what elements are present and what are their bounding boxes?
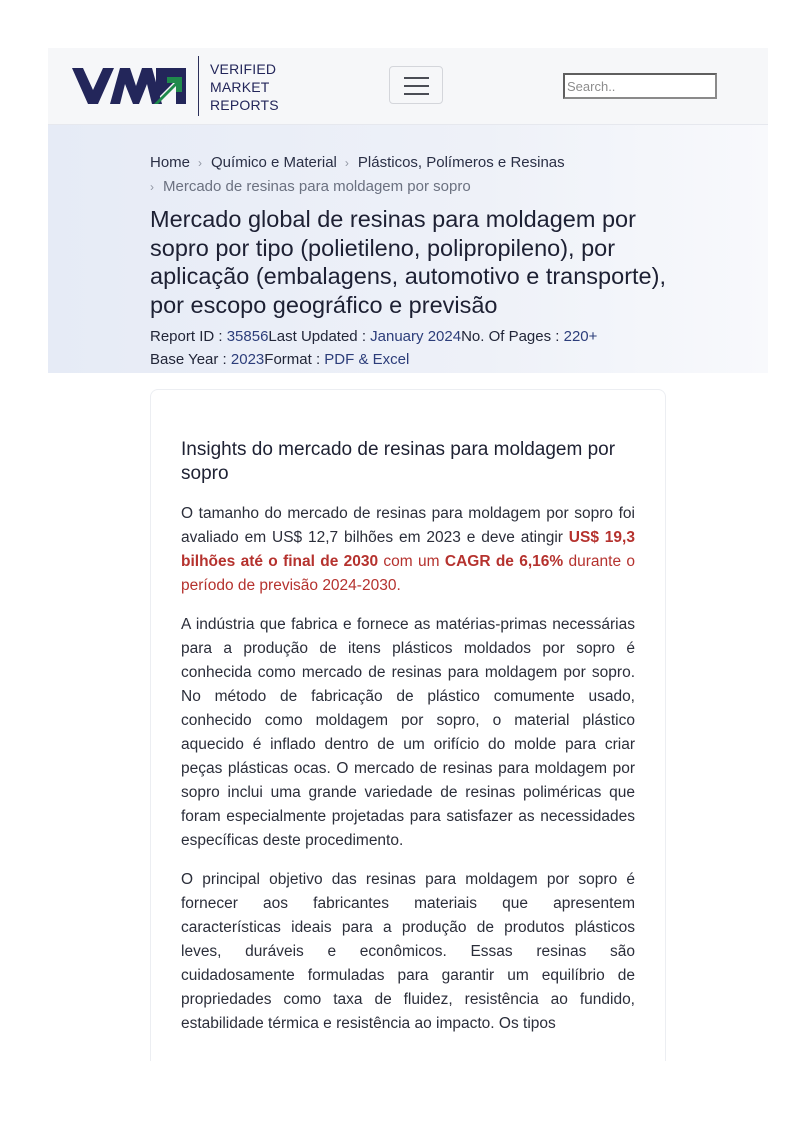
report-meta [150, 325, 670, 371]
hamburger-icon-bar [404, 77, 429, 79]
cagr-value: CAGR de 6,16% [444, 553, 564, 570]
insights-heading: Insights do mercado de resinas para moldagem por sopro [181, 439, 616, 484]
breadcrumb-current: Mercado de resinas para moldagem por sopro [163, 178, 471, 195]
vmr-logo-icon [72, 66, 186, 106]
report-id-value: 35856 [226, 328, 269, 345]
insights-paragraph: A indústria que fabrica e fornece as matérias-primas necessárias para a produção de itens plásticos moldados por sopro é conhecida como mercado de resinas para moldagem por sopro. No método de fabricação de plástico comumente usado, conhecido como moldagem por sopro, o material plástico aquecido é inflado dentro de um orifício do molde para criar peças plásticas ocas. O mercado de resinas para moldagem por sopro inclui uma grande variedade de resinas poliméricas que foram especialmente projetadas para satisfazer as necessidades específicas deste procedimento. [181, 616, 635, 849]
chevron-right-icon: › [344, 156, 349, 170]
market-size-text: O tamanho do mercado de resinas para moldagem por sopro foi avaliado em US$ 12,7 bilhões em 2023 e deve atingir [181, 505, 635, 546]
insights-body [181, 502, 635, 1051]
hamburger-icon-bar [404, 93, 429, 95]
logo-wordmark [210, 60, 279, 114]
chevron-right-icon: › [150, 180, 154, 194]
base-year-value: 2023 [230, 351, 265, 368]
pages-label: No. Of Pages : [461, 328, 564, 345]
breadcrumb-subcategory-link[interactable]: Plásticos, Polímeros e Resinas [357, 154, 565, 171]
search-input[interactable] [563, 73, 717, 99]
insights-paragraph [181, 502, 635, 598]
forecast-connector: com um [378, 553, 445, 570]
page-title: Mercado global de resinas para moldagem por sopro por tipo (polietileno, polipropileno), por aplicação (embalagens, automotivo e transporte), por escopo geográfico e previsão [150, 206, 666, 318]
insights-paragraph: O principal objetivo das resinas para moldagem por sopro é fornecer aos fabricantes materiais que apresentem características ideais para a produção de produtos plásticos leves, duráveis e econômicos. Essas resinas são cuidadosamente formuladas para garantir um equilíbrio de propriedades como taxa de fluidez, resistência ao fundido, estabilidade térmica e resistência ao impacto. Os tipos [181, 871, 635, 1032]
logo-line: VERIFIED [210, 61, 277, 77]
logo-divider [198, 56, 199, 116]
logo-line: MARKET [210, 79, 270, 95]
format-value: PDF & Excel [324, 351, 410, 368]
breadcrumb-category-link[interactable]: Químico e Material [211, 154, 337, 171]
logo[interactable] [72, 56, 292, 116]
last-updated-value: January 2024 [370, 328, 462, 345]
chevron-right-icon: › [198, 156, 203, 170]
menu-toggle-button[interactable] [389, 66, 443, 104]
insights-card [150, 389, 666, 1061]
forecast-period: durante o período de previsão 2024-2030. [181, 553, 636, 594]
hamburger-icon-bar [404, 85, 429, 87]
base-year-label: Base Year : [150, 351, 231, 368]
site-header [48, 48, 768, 125]
forecast-value: US$ 19,3 bilhões até o final de 2030 [181, 529, 635, 570]
report-id-label: Report ID : [150, 328, 227, 345]
pages-value: 220+ [563, 328, 598, 345]
report-hero [48, 125, 768, 373]
breadcrumb-home-link[interactable]: Home [150, 154, 191, 171]
logo-line: REPORTS [210, 97, 279, 113]
last-updated-label: Last Updated : [268, 328, 371, 345]
format-label: Format : [264, 351, 325, 368]
breadcrumb [150, 151, 670, 199]
